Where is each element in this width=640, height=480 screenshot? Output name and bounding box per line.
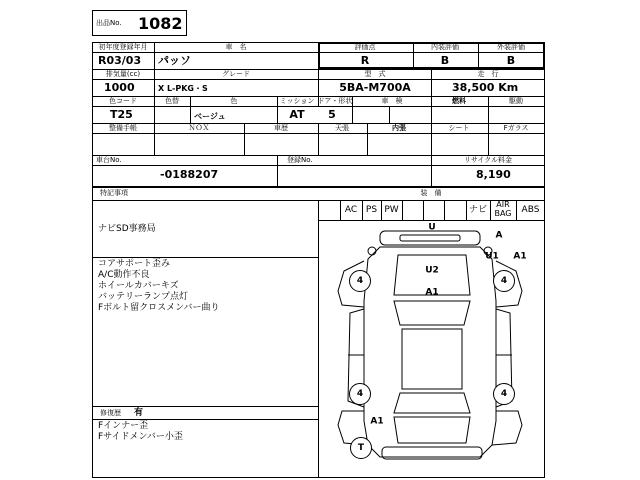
seat-label: シート <box>448 124 470 132</box>
grid-line <box>431 155 432 187</box>
diagram-windshield <box>394 301 470 325</box>
score-value: R <box>360 54 370 67</box>
remark-item: ホイールカバーキズ <box>98 281 179 291</box>
equipment-pw: PW <box>384 205 399 215</box>
grid-line <box>154 42 155 96</box>
doors: 5 <box>328 108 336 121</box>
transmission: AT <box>289 108 305 121</box>
mileage: 38,500 Km <box>452 81 519 94</box>
grid-line <box>92 257 318 258</box>
grid-line <box>478 42 479 69</box>
diagram-tailgate <box>394 417 470 443</box>
remark-item: Fボルト留クロスメンバー曲り <box>98 303 220 313</box>
windshield-label: Fガラス <box>503 124 529 132</box>
maintenance-book-label: 整備手帳 <box>109 124 137 132</box>
lot-number-label: 出品No. <box>96 19 122 27</box>
grid-line <box>277 155 278 187</box>
grid-line <box>92 406 318 407</box>
remark-item: バッテリーランプ点灯 <box>98 292 189 302</box>
exterior-grade-label: 外装評価 <box>497 43 525 51</box>
chassis-label: 車台No. <box>96 156 122 164</box>
recycle-fee-label: リサイクル料金 <box>463 156 513 164</box>
diagram-left-mirror <box>368 247 376 255</box>
score-label: 評価点 <box>354 43 376 51</box>
first-registration: R03/03 <box>98 54 142 67</box>
inspection-label: 車 検 <box>381 97 403 105</box>
mileage-label: 走 行 <box>477 70 499 78</box>
car-name-label: 車 名 <box>225 43 247 51</box>
chassis-number: -0188207 <box>160 168 219 181</box>
headliner-label: 天張 <box>335 124 349 132</box>
grid-line <box>402 200 403 220</box>
spare-tire: T <box>350 437 372 459</box>
damage-mark-front-a: A <box>495 230 503 241</box>
equipment-airbag: AIR BAG <box>494 200 512 218</box>
repair-history-label: 修復歴 <box>100 409 121 417</box>
color-code-label: 色コード <box>109 97 137 105</box>
fuel-label: 燃料 <box>452 97 466 105</box>
year-label: 初年度登録年月 <box>98 43 148 51</box>
displacement-label: 排気量(cc) <box>105 70 141 78</box>
grid-line <box>413 42 414 69</box>
grade: X L-PKG・S <box>158 84 208 93</box>
exterior-grade: B <box>506 54 516 67</box>
damage-mark-front-u: U <box>428 222 436 233</box>
model-code-label: 型 式 <box>364 70 386 78</box>
tire-rear-left: 4 <box>349 383 371 405</box>
grid-line <box>488 96 489 123</box>
grid-line <box>431 123 432 155</box>
grid-line <box>154 96 155 155</box>
grid-line <box>244 123 245 155</box>
remark-item: A/C動作不良 <box>98 270 150 280</box>
interior-trim-label: 内張 <box>392 124 406 132</box>
diagram-front-grille <box>400 235 460 241</box>
lot-number: 1082 <box>138 14 183 33</box>
color-change-label: 色替 <box>165 97 179 105</box>
grid-line <box>92 419 318 420</box>
color-value: ベージュ <box>194 112 226 121</box>
damage-mark-hood-a1: A1 <box>425 287 439 298</box>
grid-line <box>92 106 545 107</box>
equipment-navi: ナビ <box>468 205 487 215</box>
repair-item: Fインナー歪 <box>98 421 149 431</box>
nox-label: ＮＯＸ <box>188 124 210 132</box>
repair-item: Fサイドメンバー小歪 <box>98 432 183 442</box>
damage-mark-u1: U1 <box>485 251 499 262</box>
damage-mark-rear-a1: A1 <box>370 416 384 427</box>
remark-item: コアサポート歪み <box>98 259 171 269</box>
equipment-ps: PS <box>365 205 378 215</box>
car-name: パッソ <box>158 54 191 67</box>
grid-line <box>367 123 368 155</box>
grid-line <box>389 106 390 123</box>
equipment-ac: AC <box>344 205 358 215</box>
tire-rear-right: 4 <box>493 383 515 405</box>
diagram-rear-glass <box>394 393 470 413</box>
doors-label: ドア・形状 <box>317 97 353 105</box>
grid-line <box>190 96 191 123</box>
tire-front-right: 4 <box>493 270 515 292</box>
history-label: 車歴 <box>274 124 288 132</box>
remarks-label: 特記事項 <box>100 189 128 197</box>
grid-line <box>444 200 445 220</box>
recycle-fee: 8,190 <box>476 168 511 181</box>
grid-line <box>277 96 278 123</box>
equipment-abs: ABS <box>521 205 540 215</box>
damage-mark-a1-right: A1 <box>513 251 527 262</box>
tire-front-left: 4 <box>349 270 371 292</box>
color-code: T25 <box>110 108 133 121</box>
diagram-roof <box>402 329 462 389</box>
model-code: 5BA-M700A <box>339 81 411 94</box>
interior-grade-label: 内装評価 <box>431 43 459 51</box>
grid-line <box>431 96 432 123</box>
drive-label: 駆動 <box>509 97 523 105</box>
interior-grade: B <box>440 54 450 67</box>
grid-line <box>318 123 319 155</box>
displacement: 1000 <box>104 81 135 94</box>
grade-label: グレード <box>222 70 250 78</box>
color-label: 色 <box>230 97 238 105</box>
registration-label: 登録No. <box>287 156 313 164</box>
transmission-label: ミッション <box>279 97 315 105</box>
grid-line <box>92 165 545 166</box>
diagram-body-outline <box>364 247 496 457</box>
damage-mark-hood-u2: U2 <box>425 265 439 276</box>
remarks-navi-note: ナビSD事務局 <box>98 224 156 234</box>
equipment-label: 装 備 <box>420 189 442 197</box>
grid-line <box>488 123 489 155</box>
grid-line <box>423 200 424 220</box>
grid-line <box>318 200 319 478</box>
repair-history-value: 有 <box>134 408 144 418</box>
